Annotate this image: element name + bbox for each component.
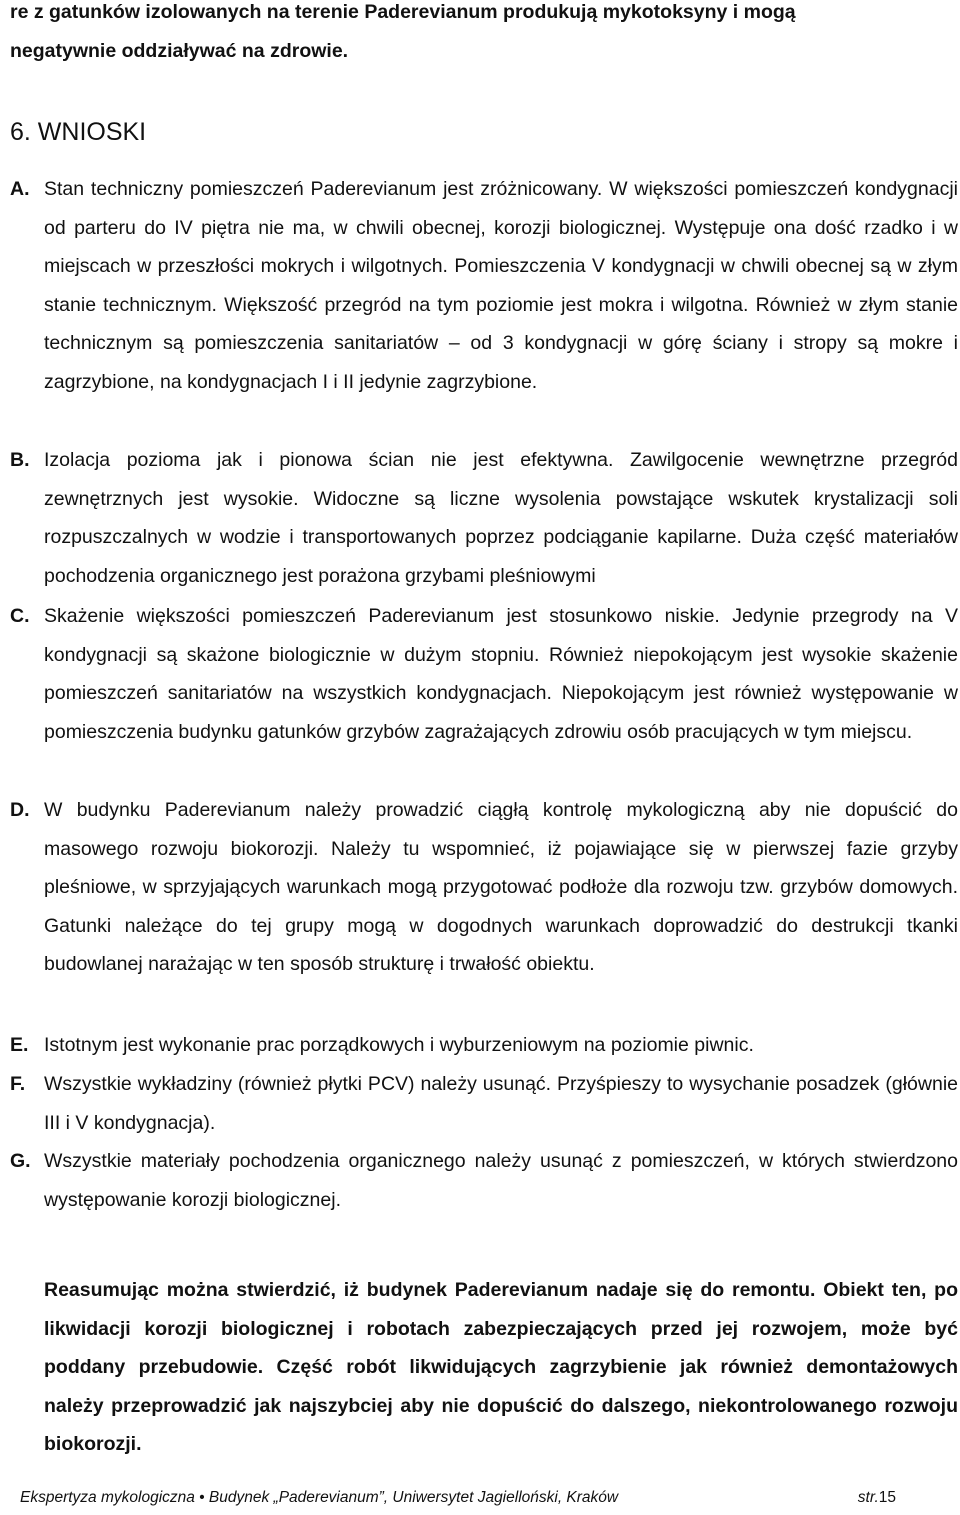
item-text: Wszystkie materiały pochodzenia organicznego należy usunąć z pomieszczeń, w których stwierdzono występowanie korozji biologicznej. <box>44 1150 958 1211</box>
conclusion-item-g <box>10 1142 958 1219</box>
page-number: 15 <box>878 1489 896 1506</box>
item-text: Istotnym jest wykonanie prac porządkowych i wyburzeniowym na poziomie piwnic. <box>44 1034 754 1056</box>
summary-paragraph: Reasumując można stwierdzić, iż budynek Paderevianum nadaje się do remontu. Obiekt ten, po likwidacji korozji biologicznej i robotach zabezpieczających przed jej rozwojem, może być poddany przebudowie. Część robót likwidujących zagrzybienie jak również demontażowych należy przeprowadzić jak najszybciej aby nie dopuścić do dalszego, niekontrolowanego rozwoju biokorozji. <box>44 1279 958 1456</box>
item-letter: D. <box>10 799 30 821</box>
section-heading: 6. WNIOSKI <box>10 118 147 146</box>
item-letter: F. <box>10 1073 26 1095</box>
footer-title: Ekspertyza mykologiczna • Budynek „Paderevianum”, Uniwersytet Jagielloński, Kraków <box>20 1489 619 1506</box>
conclusion-item-d <box>10 791 958 984</box>
item-text: W budynku Paderevianum należy prowadzić ciągłą kontrolę mykologiczną aby nie dopuścić do masowego rozwoju biokorozji. Należy tu wspomnieć, iż pojawiające się w pierwszej fazie grzyby pleśniowe, w sprzyjających warunkach mogą przygotować podłoże dla rozwoju tzw. grzybów domowych. Gatunki należące do tej grupy mogą w dogodnych warunkach doprowadzić do destrukcji tkanki budowlanej narażając w ten sposób strukturę i trwałość obiektu. <box>44 799 958 976</box>
item-text: Stan techniczny pomieszczeń Paderevianum jest zróżnicowany. W większości pomieszczeń kondygnacji od parteru do IV piętra nie ma, w chwili obecnej, korozji biologicznej. Występuje ona dość rzadko i w miejscach w przeszłości mokrych i wilgotnych. Pomieszczenia V kondygnacji w chwili obecnej są w złym stanie technicznym. Większość przegród na tym poziomie jest mokra i wilgotna. Również w złym stanie technicznym są pomieszczenia sanitariatów – od 3 kondygnacji w górę ściany i stropy są mokre i zagrzybione, na kondygnacjach I i II jedynie zagrzybione. <box>44 178 958 393</box>
intro-line-1: re z gatunków izolowanych na terenie Paderevianum produkują mykotoksyny i mogą <box>10 1 796 23</box>
item-text: Izolacja pozioma jak i pionowa ścian nie jest efektywna. Zawilgocenie wewnętrzne przegród zewnętrznych jest wysokie. Widoczne są liczne wysolenia powstające wskutek krystalizacji soli rozpuszczalnych w wodzie i transportowanych poprzez podciąganie kapilarne. Duża część materiałów pochodzenia organicznego jest porażona grzybami pleśniowymi <box>44 449 958 587</box>
item-letter: A. <box>10 178 30 200</box>
intro-line-2: negatywnie oddziaływać na zdrowie. <box>10 40 349 62</box>
item-text: Wszystkie wykładziny (również płytki PCV) należy usunąć. Przyśpieszy to wysychanie posadzek (głównie III i V kondygnacja). <box>44 1073 958 1134</box>
page-prefix: str. <box>857 1489 879 1506</box>
item-letter: C. <box>10 605 30 627</box>
item-text: Skażenie większości pomieszczeń Paderevianum jest stosunkowo niskie. Jedynie przegrody na V kondygnacji są skażone biologicznie w dużym stopniu. Również niepokojącym jest wysokie skażenie pomieszczeń sanitariatów na wszystkich kondygnacjach. Niepokojącym jest również występowanie w pomieszczenia budynku gatunków grzybów zagrażających zdrowiu osób pracujących w tym miejscu. <box>44 605 958 743</box>
conclusion-item-f <box>10 1065 958 1142</box>
item-letter: G. <box>10 1150 31 1172</box>
item-letter: E. <box>10 1034 29 1056</box>
conclusion-item-a <box>10 170 958 402</box>
conclusion-item-e <box>10 1026 958 1065</box>
conclusion-item-c <box>10 597 958 751</box>
item-letter: B. <box>10 449 30 471</box>
conclusion-item-b <box>10 441 958 595</box>
footer-page-number <box>858 1489 896 1507</box>
